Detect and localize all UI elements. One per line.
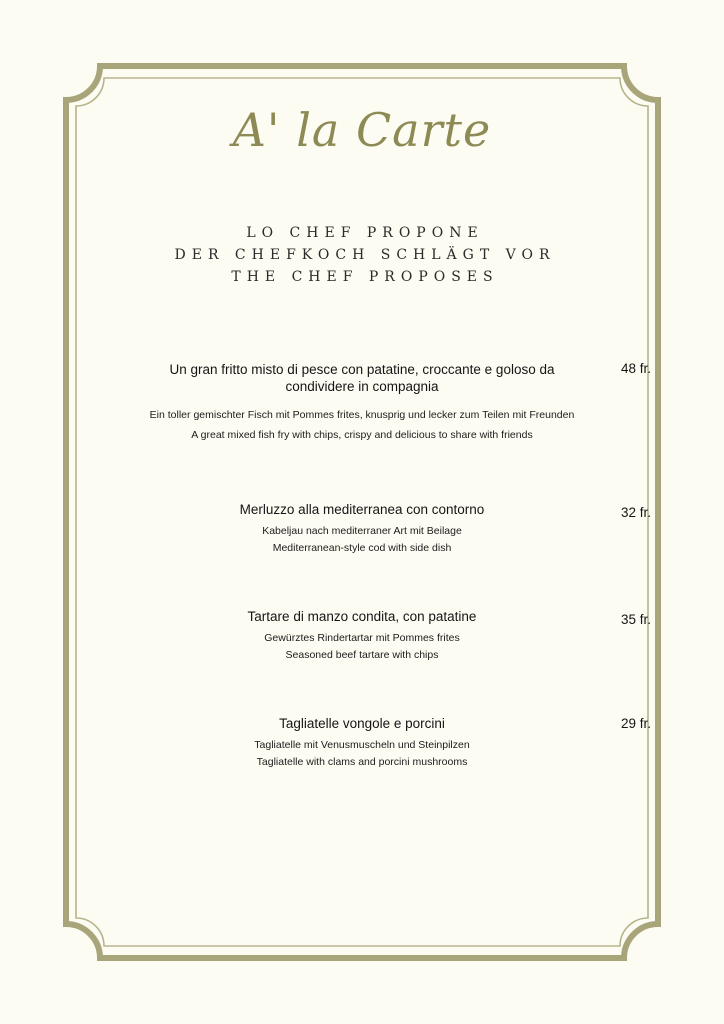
subtitle-line-english: THE CHEF PROPOSES xyxy=(231,269,499,285)
menu-item xyxy=(110,501,614,557)
menu-item xyxy=(110,361,614,444)
dish-description-german: Tagliatelle mit Venusmuscheln und Steinpilzen xyxy=(254,739,470,751)
menu-subtitle xyxy=(0,222,724,288)
dish-name: Un gran fritto misto di pesce con patatine, croccante e goloso da condividere in compagnia xyxy=(169,362,555,394)
dish-description-english: Tagliatelle with clams and porcini mushrooms xyxy=(256,756,468,768)
dish-price: 32 fr. xyxy=(620,505,652,520)
dish-price: 29 fr. xyxy=(620,716,652,731)
dish-description-german: Ein toller gemischter Fisch mit Pommes frites, knusprig und lecker zum Teilen mit Freunden xyxy=(149,409,575,421)
dish-price: 35 fr. xyxy=(620,612,652,627)
dish-description-english: Mediterranean-style cod with side dish xyxy=(272,542,452,554)
subtitle-line-italian: LO CHEF PROPONE xyxy=(246,225,484,241)
dish-description-english: Seasoned beef tartare with chips xyxy=(285,649,439,661)
menu-item xyxy=(110,608,614,664)
menu-item xyxy=(110,715,614,771)
dish-name: Tartare di manzo condita, con patatine xyxy=(247,609,477,624)
dish-name: Tagliatelle vongole e porcini xyxy=(279,716,445,731)
dish-price: 48 fr. xyxy=(620,361,652,376)
subtitle-line-german: DER CHEFKOCH SCHLÄGT VOR xyxy=(174,247,556,263)
menu-title: A' la Carte xyxy=(232,103,492,157)
dish-description-german: Gewürztes Rindertartar mit Pommes frites xyxy=(264,632,460,644)
dish-description-german: Kabeljau nach mediterraner Art mit Beilage xyxy=(262,525,462,537)
dish-description-english: A great mixed fish fry with chips, crispy and delicious to share with friends xyxy=(191,429,533,441)
dish-name: Merluzzo alla mediterranea con contorno xyxy=(239,502,485,517)
